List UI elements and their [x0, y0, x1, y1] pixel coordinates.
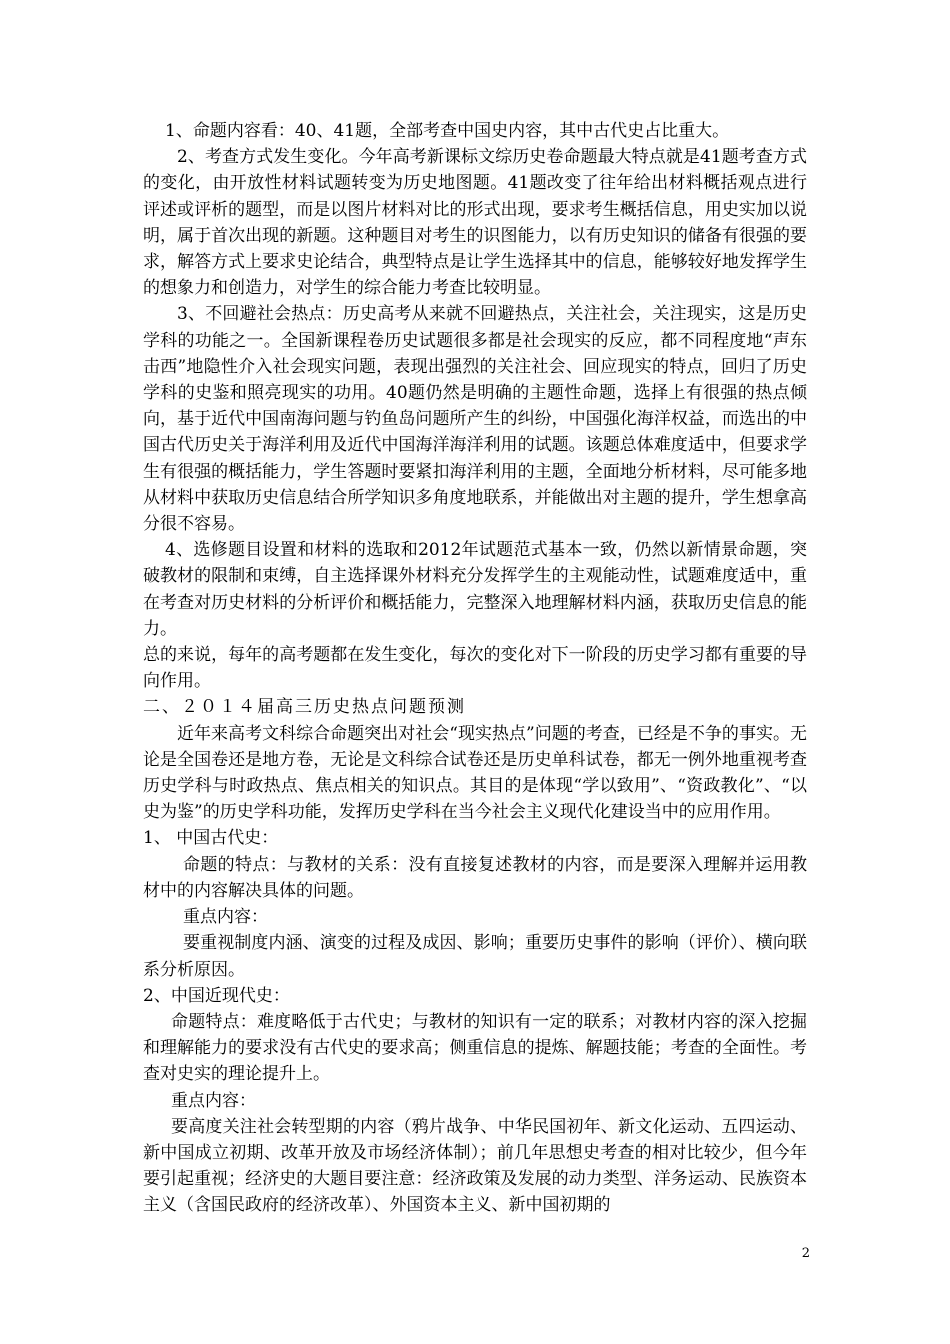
paragraph-elective-questions: 4、选修题目设置和材料的选取和2012年试题范式基本一致，仍然以新情景命题，突破教材的限制和束缚，自主选择课外材料充分发挥学生的主观能动性，试题难度适中，重在考查对历史材料的分析评价和概括能力，完整深入地理解材料内涵，获取历史信息的能力。 — [143, 540, 807, 639]
paragraph-modern-features: 命题特点：难度略低于古代史；与教材的知识有一定的联系；对教材内容的深入挖掘和理解能力的要求没有古代史的要求高；侧重信息的提炼、解题技能；考查的全面性。考查对史实的理论提升上。 — [143, 1011, 807, 1085]
subheading-modern-history: 2、中国近现代史： — [143, 985, 290, 1006]
paragraph-content-scope: 1、命题内容看：40、41题，全部考查中国史内容，其中古代史占比重大。 — [165, 121, 730, 141]
paragraph-social-hotspots: 3、不回避社会热点：历史高考从来就不回避热点，关注社会，关注现实，这是历史学科的功能之一。全国新课程卷历史试题很多都是社会现实的反应，都不同程度地“声东击西”地隐性介入社会现实问题，表现出强烈的关注社会、回应现实的特点，回归了历史学科的史鉴和照亮现实的功用。40题仍然是明确的主题性命题，选择上有很强的热点倾向，基于近代中国南海问题与钓鱼岛问题所产生的纠纷，中国强化海洋权益，而选出的中国古代历史关于海洋利用及近代中国海洋海洋利用的试题。该题总体难度适中，但要求学生有很强的概括能力，学生答题时要紧扣海洋利用的主题，全面地分析材料，尽可能多地从材料中获取历史信息结合所学知识多角度地联系，并能做出对主题的提升，学生想拿高分很不容易。 — [143, 304, 807, 535]
paragraph-ancient-key-content: 要重视制度内涵、演变的过程及成因、影响；重要历史事件的影响（评价）、横向联系分析原因。 — [143, 933, 807, 980]
label-modern-key-content: 重点内容： — [171, 1090, 256, 1111]
paragraph-summary: 总的来说，每年的高考题都在发生变化，每次的变化对下一阶段的历史学习都有重要的导向作用。 — [143, 645, 807, 692]
paragraph-exam-method: 2、考查方式发生变化。今年高考新课标文综历史卷命题最大特点就是41题考查方式的变化，由开放性材料试题转变为历史地图题。41题改变了往年给出材料概括观点进行评述或评析的题型，而是以图片材料对比的形式出现，要求考生概括信息，用史实加以说明，属于首次出现的新题。这种题目对考生的识图能力，以有历史知识的储备有很强的要求，解答方式上要求史论结合，典型特点是让学生选择其中的信息，能够较好地发挥学生的想象力和创造力，对学生的综合能力考查比较明显。 — [143, 147, 807, 299]
paragraph-hotspot-intro: 近年来高考文科综合命题突出对社会“现实热点”问题的考查，已经是不争的事实。无论是全国卷还是地方卷，无论是文科综合试卷还是历史单科试卷，都无一例外地重视考查历史学科与时政热点、焦点相关的知识点。其目的是体现“学以致用”、“资政教化”、“以史为鉴”的历史学科功能，发挥历史学科在当今社会主义现代化建设当中的应用作用。 — [143, 723, 807, 823]
paragraph-ancient-features: 命题的特点：与教材的关系：没有直接复述教材的内容，而是要深入理解并运用教材中的内容解决具体的问题。 — [143, 854, 807, 901]
section-heading-2014-predictions: 二、２０１４届高三历史热点问题预测 — [143, 697, 466, 718]
paragraph-modern-key-content: 要高度关注社会转型期的内容（鸦片战争、中华民国初年、新文化运动、五四运动、新中国成立初期、改革开放及市场经济体制）；前几年思想史考查的相对比较少，但今年要引起重视；经济史的大题目要注意：经济政策及发展的动力类型、洋务运动、民族资本主义（含国民政府的经济改革）、外国资本主义、新中国初期的 — [143, 1116, 807, 1216]
label-ancient-key-content: 重点内容： — [183, 907, 268, 928]
document-body — [143, 118, 807, 1219]
subheading-ancient-history: 1、 中国古代史： — [143, 828, 279, 849]
page-number: 2 — [801, 1246, 810, 1261]
